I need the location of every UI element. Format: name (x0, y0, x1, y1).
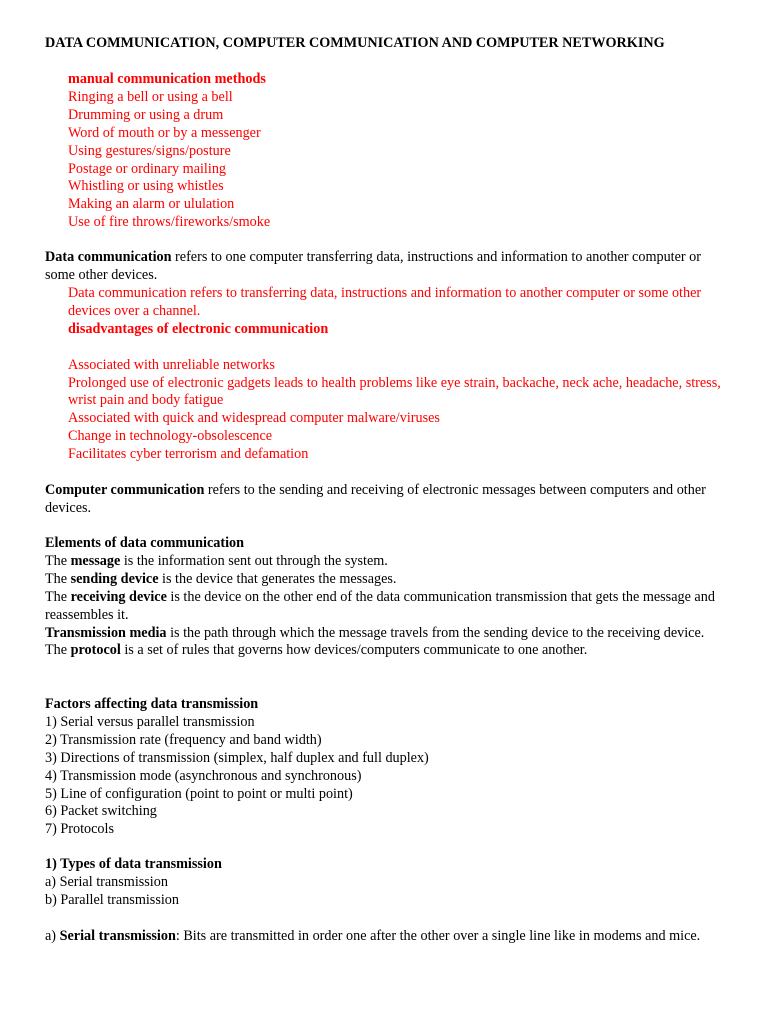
document-title: DATA COMMUNICATION, COMPUTER COMMUNICATION AND COMPUTER NETWORKING (45, 35, 665, 51)
list-item: Postage or ordinary mailing (68, 160, 227, 177)
list-item: Change in technology-obsolescence (68, 428, 273, 445)
list-item: 5) Line of configuration (point to point or multi point) (45, 785, 353, 802)
serial-transmission-paragraph: a) Serial transmission: Bits are transmitted in order one after the other over a single line like in modems and mice. (45, 928, 701, 944)
list-item: 2) Transmission rate (frequency and band width) (45, 731, 322, 748)
elements-heading: Elements of data communication (45, 535, 245, 551)
list-item: Whistling or using whistles (68, 178, 224, 195)
list-item: Use of fire throws/fireworks/smoke (68, 214, 271, 231)
blank-line (68, 339, 728, 357)
list-item: Facilitates cyber terrorism and defamation (68, 446, 309, 463)
element-message: The message is the information sent out through the system. (45, 552, 388, 569)
factors-section (45, 696, 730, 839)
list-item: 3) Directions of transmission (simplex, half duplex and full duplex) (45, 749, 429, 766)
list-item: b) Parallel transmission (45, 891, 179, 908)
list-item: Associated with quick and widespread computer malware/viruses (68, 410, 440, 427)
list-item: Using gestures/signs/posture (68, 142, 231, 159)
disadvantages-block (68, 285, 728, 464)
data-communication-note: Data communication refers to transferring data, instructions and information to another computer or some other devices over a channel. (68, 285, 702, 319)
manual-methods-list (68, 71, 728, 232)
manual-methods-heading: manual communication methods (68, 71, 266, 87)
element-sending-device: The sending device is the device that generates the messages. (45, 570, 397, 587)
computer-communication-paragraph: Computer communication refers to the sending and receiving of electronic messages between computers and other devices. (45, 482, 706, 516)
list-item: Associated with unreliable networks (68, 356, 275, 373)
list-item: Drumming or using a drum (68, 106, 224, 123)
data-communication-paragraph: Data communication refers to one computer transferring data, instructions and information to another computer or some other devices. (45, 249, 701, 283)
factors-heading: Factors affecting data transmission (45, 696, 259, 712)
list-item: Making an alarm or ululation (68, 196, 235, 213)
list-item: 1) Serial versus parallel transmission (45, 713, 255, 730)
computer-communication-term: Computer communication (45, 482, 205, 498)
list-item: 7) Protocols (45, 821, 114, 838)
list-item: 4) Transmission mode (asynchronous and synchronous) (45, 767, 362, 784)
list-item: Ringing a bell or using a bell (68, 88, 233, 105)
list-item: a) Serial transmission (45, 873, 168, 890)
elements-section (45, 535, 730, 660)
element-receiving-device: The receiving device is the device on the other end of the data communication transmission that gets the message and reassembles it. (45, 588, 715, 623)
list-item: Prolonged use of electronic gadgets leads to health problems like eye strain, backache, neck ache, headache, stress, wrist pain and body fatigue (68, 374, 721, 409)
list-item: 6) Packet switching (45, 803, 157, 820)
data-communication-term: Data communication (45, 249, 172, 265)
types-heading: 1) Types of data transmission (45, 856, 222, 872)
element-protocol: The protocol is a set of rules that governs how devices/computers communicate to one another. (45, 642, 588, 659)
element-transmission-media: Transmission media is the path through which the message travels from the sending device to the receiving device. (45, 624, 705, 641)
types-section (45, 856, 730, 910)
list-item: Word of mouth or by a messenger (68, 124, 261, 141)
disadvantages-heading: disadvantages of electronic communication (68, 320, 329, 337)
